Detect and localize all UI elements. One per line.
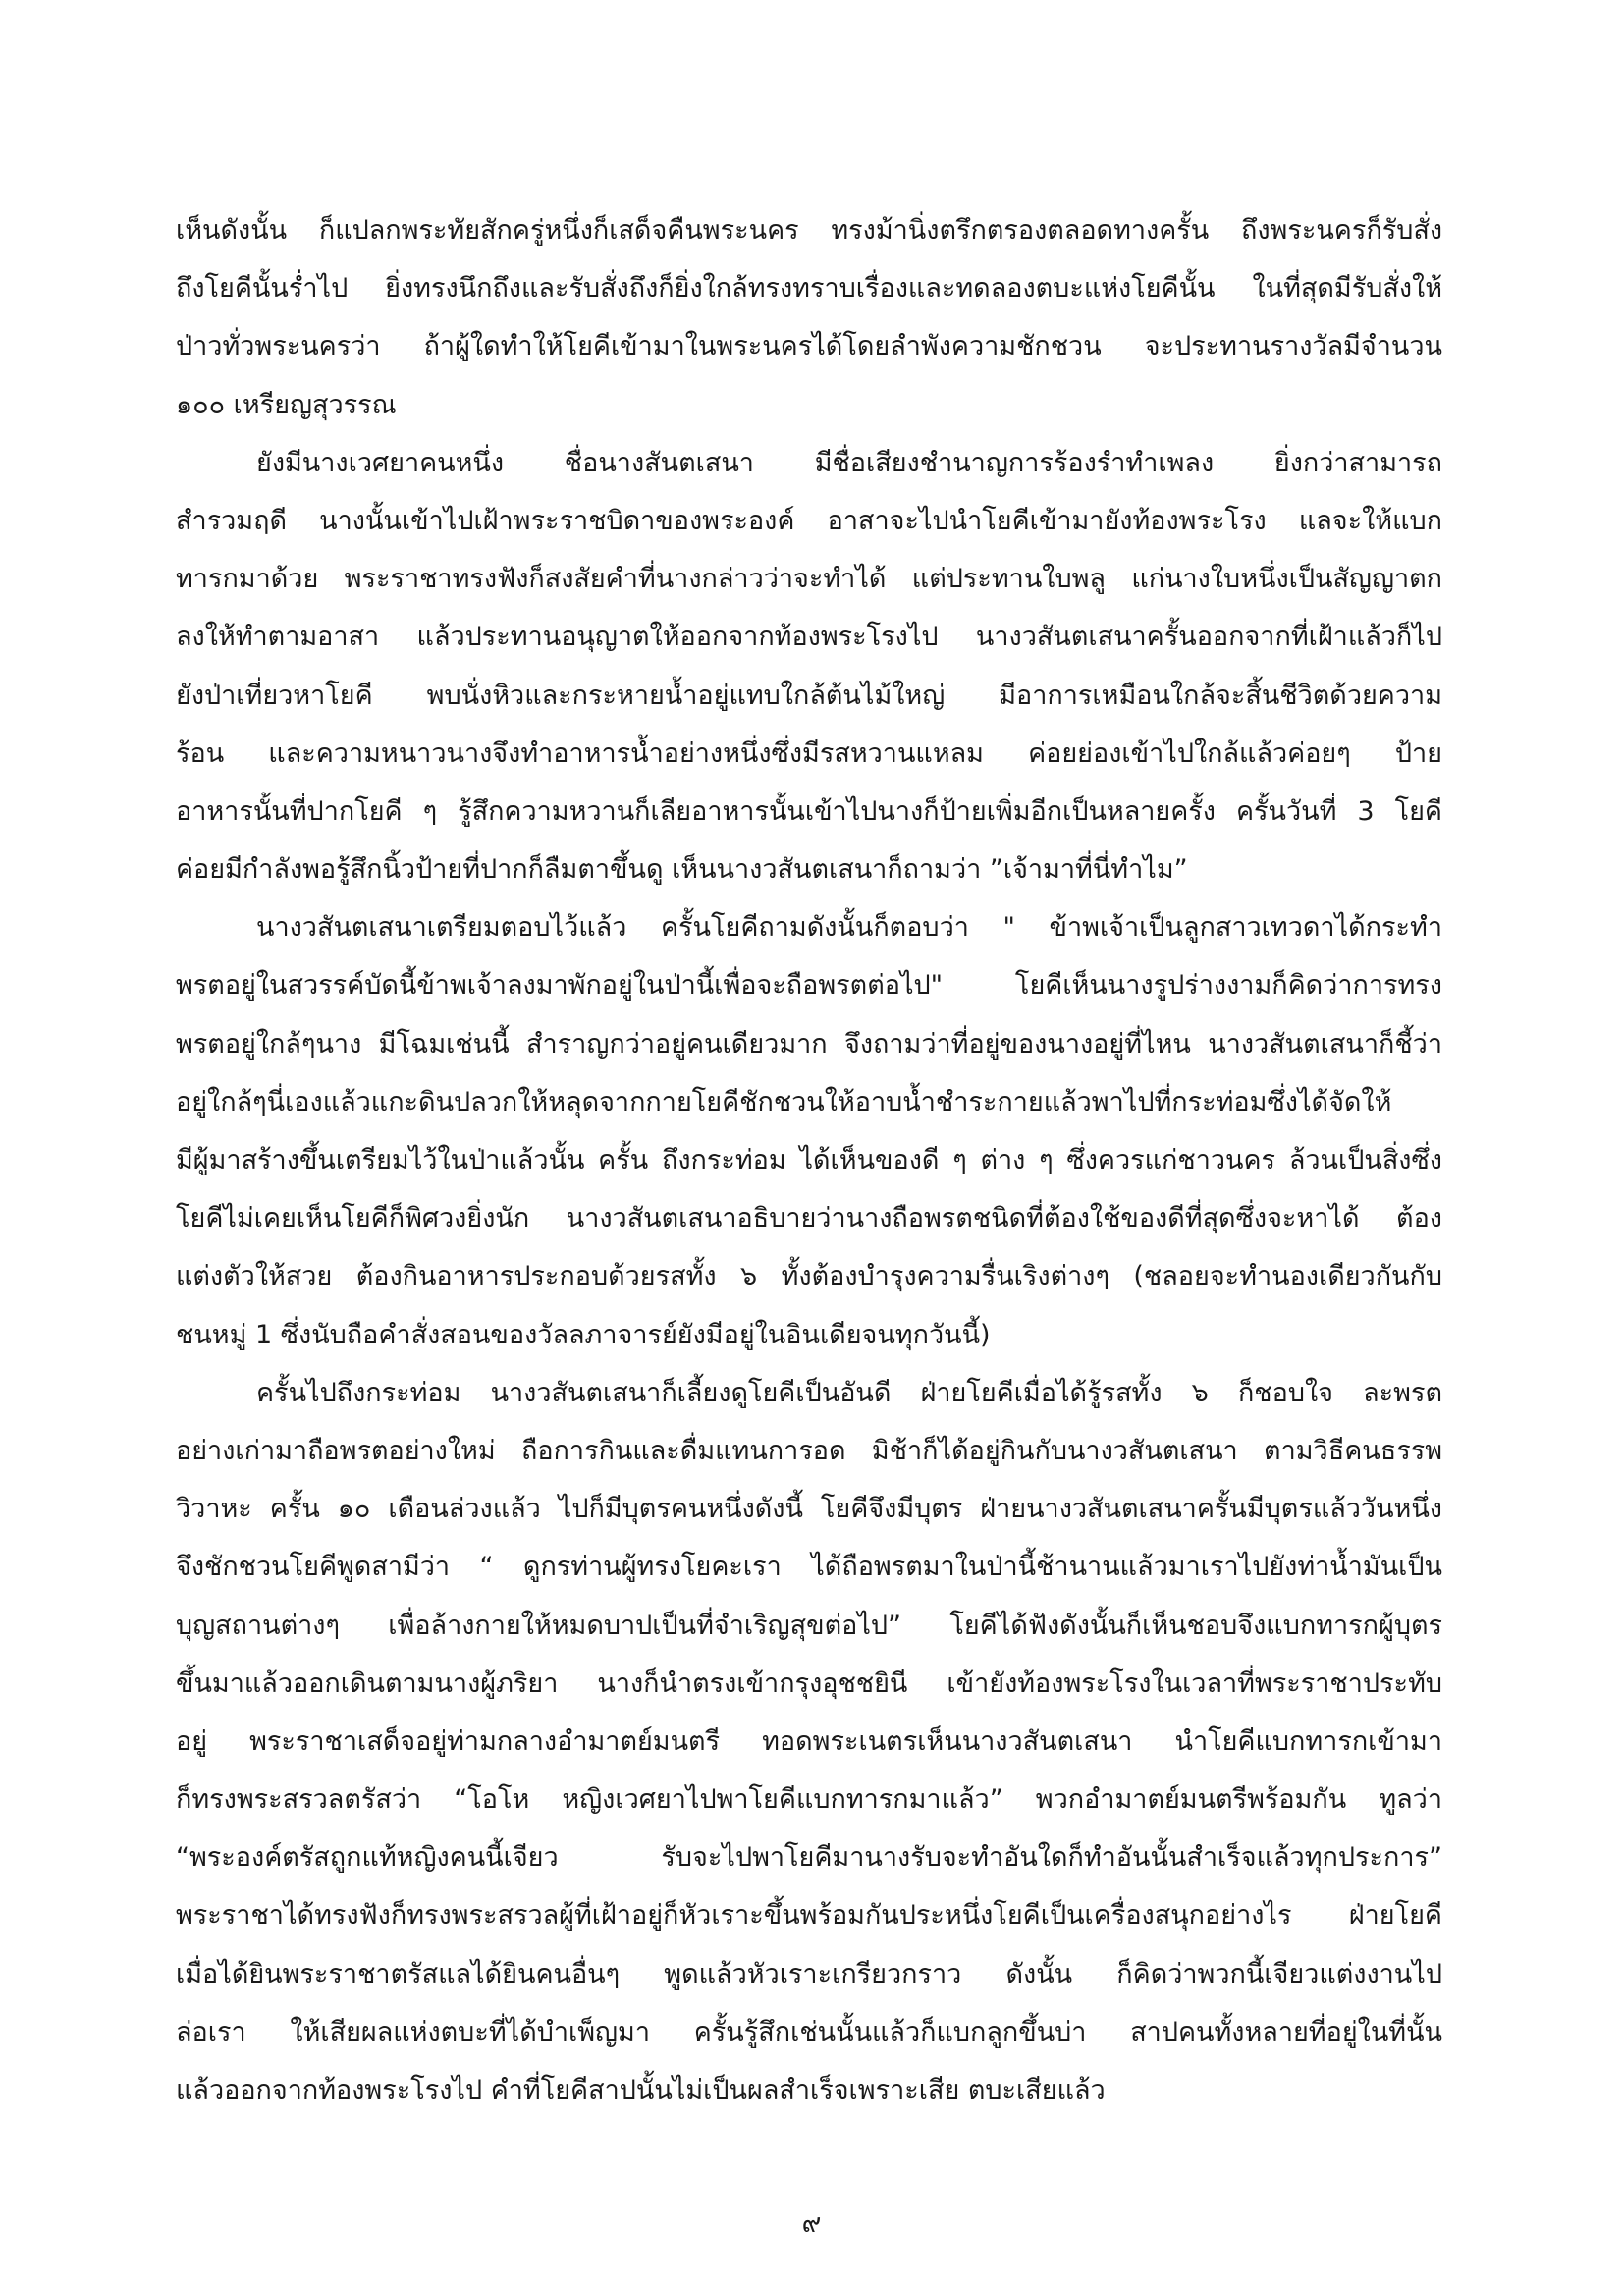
text-line: ล่อเรา ให้เสียผลแห่งตบะที่ได้บำเพ็ญมา ครั้นรู้สึกเช่นนั้นแล้วก็แบกลูกขึ้นบ่า สาปคนทั้งหลายที่อยู่ในที่นั้น xyxy=(176,2016,1442,2048)
text-line: เมื่อได้ยินพระราชาตรัสแลได้ยินคนอื่นๆ พูดแล้วหัวเราะเกรียวกราว ดังนั้น ก็คิดว่าพวกนี้เจียวแต่งงานไป xyxy=(176,1958,1442,1990)
text-line: ลงให้ทำตามอาสา แล้วประทานอนุญาตให้ออกจากท้องพระโรงไป นางวสันตเสนาครั้นออกจากที่เฝ้าแล้วก็ไป xyxy=(176,622,1442,653)
text-line: อยู่ใกล้ๆนี่เองแล้วแกะดินปลวกให้หลุดจากกายโยคีชักชวนให้อาบน้ำชำระกายแล้วพาไปที่กระท่อมซึ่งได้จัดให้ xyxy=(176,1086,1392,1118)
text-line: ค่อยมีกำลังพอรู้สึกนิ้วป้ายที่ปากก็ลืมตาขึ้นดู เห็นนางวสันตเสนาก็ถามว่า ”เจ้ามาที่นี่ทำไม” xyxy=(176,854,1188,886)
text-line: ทารกมาด้วย พระราชาทรงฟังก็สงสัยคำที่นางกล่าวว่าจะทำได้ แต่ประทานใบพลู แก่นางใบหนึ่งเป็นสัญญาตก xyxy=(176,564,1442,595)
page-number: ๙ xyxy=(801,2209,822,2239)
text-line: พระราชาได้ทรงฟังก็ทรงพระสรวลผู้ที่เฝ้าอยู่ก็หัวเราะขึ้นพร้อมกันประหนึ่งโยคีเป็นเครื่องสนุกอย่างไร ฝ่ายโยคี xyxy=(176,1900,1442,1932)
text-line: อยู่ พระราชาเสด็จอยู่ท่ามกลางอำมาตย์มนตรี ทอดพระเนตรเห็นนางวสันตเสนา นำโยคีแบกทารกเข้ามา xyxy=(176,1725,1442,1757)
text-line: ขึ้นมาแล้วออกเดินตามนางผู้ภริยา นางก็นำตรงเข้ากรุงอุชชยินี เข้ายังท้องพระโรงในเวลาที่พระราชาประทับ xyxy=(176,1667,1442,1699)
body-text xyxy=(176,201,1442,2119)
paragraph xyxy=(176,1364,1442,2119)
text-line: ครั้นไปถึงกระท่อม นางวสันตเสนาก็เลี้ยงดูโยคีเป็นอันดี ฝ่ายโยคีเมื่อได้รู้รสทั้ง ๖ ก็ชอบใจ ละพรต xyxy=(256,1377,1442,1408)
text-line: แต่งตัวให้สวย ต้องกินอาหารประกอบด้วยรสทั้ง ๖ ทั้งต้องบำรุงความรื่นเริงต่างๆ (ชลอยจะทำนองเดียวกันกับ xyxy=(176,1261,1442,1292)
text-line: พรตอยู่ใกล้ๆนาง มีโฉมเช่นนี้ สำราญกว่าอยู่คนเดียวมาก จึงถามว่าที่อยู่ของนางอยู่ที่ไหน นางวสันตเสนาก็ชี้ว่า xyxy=(176,1028,1442,1060)
paragraph xyxy=(176,434,1442,900)
text-line: วิวาหะ ครั้น ๑๐ เดือนล่วงแล้ว ไปก็มีบุตรคนหนึ่งดังนี้ โยคีจึงมีบุตร ฝ่ายนางวสันตเสนาครั้นมีบุตรแล้ววันหนึ่ง xyxy=(176,1494,1442,1525)
text-line: มีผู้มาสร้างขึ้นเตรียมไว้ในป่าแล้วนั้น ครั้น ถึงกระท่อม ได้เห็นของดี ๆ ต่าง ๆ ซึ่งควรแก่ชาวนคร ล้วนเป็นสิ่งซึ่ง xyxy=(176,1145,1442,1175)
text-line: เห็นดังนั้น ก็แปลกพระทัยสักครู่หนึ่งก็เสด็จคืนพระนคร ทรงม้านิ่งตรึกตรองตลอดทางครั้น ถึงพระนครก็รับสั่ง xyxy=(176,215,1442,246)
text-line: ร้อน และความหนาวนางจึงทำอาหารน้ำอย่างหนึ่งซึ่งมีรสหวานแหลม ค่อยย่องเข้าไปใกล้แล้วค่อยๆ ป้าย xyxy=(176,738,1442,769)
text-line: ถึงโยคีนั้นร่ำไป ยิ่งทรงนึกถึงและรับสั่งถึงก็ยิ่งใกล้ทรงทราบเรื่องและทดลองตบะแห่งโยคีนั้น ในที่สุดมีรับสั่งให้ xyxy=(176,273,1442,304)
text-line: นางวสันตเสนาเตรียมตอบไว้แล้ว ครั้นโยคีถามดังนั้นก็ตอบว่า " ข้าพเจ้าเป็นลูกสาวเทวดาได้กระทำ xyxy=(256,912,1442,944)
text-line: ยังมีนางเวศยาคนหนึ่ง ชื่อนางสันตเสนา มีชื่อเสียงชำนาญการร้องรำทำเพลง ยิ่งกว่าสามารถ xyxy=(256,447,1442,478)
text-line: ชนหมู่ 1 ซึ่งนับถือคำสั่งสอนของวัลลภาจารย์ยังมีอยู่ในอินเดียจนทุกวันนี้) xyxy=(176,1319,991,1350)
text-line: อย่างเก่ามาถือพรตอย่างใหม่ ถือการกินและดื่มแทนการอด มิช้าก็ได้อยู่กินกับนางวสันตเสนา ตามวิธีคนธรรพ xyxy=(176,1435,1442,1466)
text-line: แล้วออกจากท้องพระโรงไป คำที่โยคีสาปนั้นไม่เป็นผลสำเร็จเพราะเสีย ตบะเสียแล้ว xyxy=(176,2075,1106,2105)
paragraph xyxy=(176,201,1442,434)
text-line: อาหารนั้นที่ปากโยคี ๆ รู้สึกความหวานก็เลียอาหารนั้นเข้าไปนางก็ป้ายเพิ่มอีกเป็นหลายครั้ง ครั้นวันที่ 3 โยคี xyxy=(176,795,1442,827)
text-line: จึงชักชวนโยคีพูดสามีว่า “ ดูกรท่านผู้ทรงโยคะเรา ได้ถือพรตมาในป่านี้ช้านานแล้วมาเราไปยังท่าน้ำมันเป็น xyxy=(176,1552,1442,1583)
text-line: ยังป่าเที่ยวหาโยคี พบนั่งหิวและกระหายน้ำอยู่แทบใกล้ต้นไม้ใหญ่ มีอาการเหมือนใกล้จะสิ้นชีวิตด้วยความ xyxy=(176,680,1442,711)
paragraph xyxy=(176,899,1442,1364)
text-line: “พระองค์ตรัสถูกแท้หญิงคนนี้เจียว รับจะไปพาโยคีมานางรับจะทำอันใดก็ทำอันนั้นสำเร็จแล้วทุกประการ” xyxy=(176,1842,1442,1874)
text-line: ก็ทรงพระสรวลตรัสว่า “โอโห หญิงเวศยาไปพาโยคีแบกทารกมาแล้ว” พวกอำมาตย์มนตรีพร้อมกัน ทูลว่า xyxy=(176,1784,1442,1816)
text-line: ป่าวทั่วพระนครว่า ถ้าผู้ใดทำให้โยคีเข้ามาในพระนครได้โดยลำพังความชักชวน จะประทานรางวัลมีจำนวน xyxy=(176,331,1442,362)
text-line: บุญสถานต่างๆ เพื่อล้างกายให้หมดบาปเป็นที่จำเริญสุขต่อไป” โยคีได้ฟังดังนั้นก็เห็นชอบจึงแบกทารกผู้บุตร xyxy=(176,1610,1442,1641)
text-line: ๑๐๐ เหรียญสุวรรณ xyxy=(176,389,397,420)
text-line: โยคีไม่เคยเห็นโยคีก็พิศวงยิ่งนัก นางวสันตเสนาอธิบายว่านางถือพรตชนิดที่ต้องใช้ของดีที่สุดซึ่งจะหาได้ ต้อง xyxy=(176,1203,1442,1234)
text-line: พรตอยู่ในสวรรค์บัดนี้ข้าพเจ้าลงมาพักอยู่ในป่านี้เพื่อจะถือพรตต่อไป" โยคีเห็นนางรูปร่างงามก็คิดว่าการทรง xyxy=(176,970,1442,1002)
text-line: สำรวมฤดี นางนั้นเข้าไปเฝ้าพระราชบิดาของพระองค์ อาสาจะไปนำโยคีเข้ามายังท้องพระโรง แลจะให้แบก xyxy=(176,505,1442,536)
